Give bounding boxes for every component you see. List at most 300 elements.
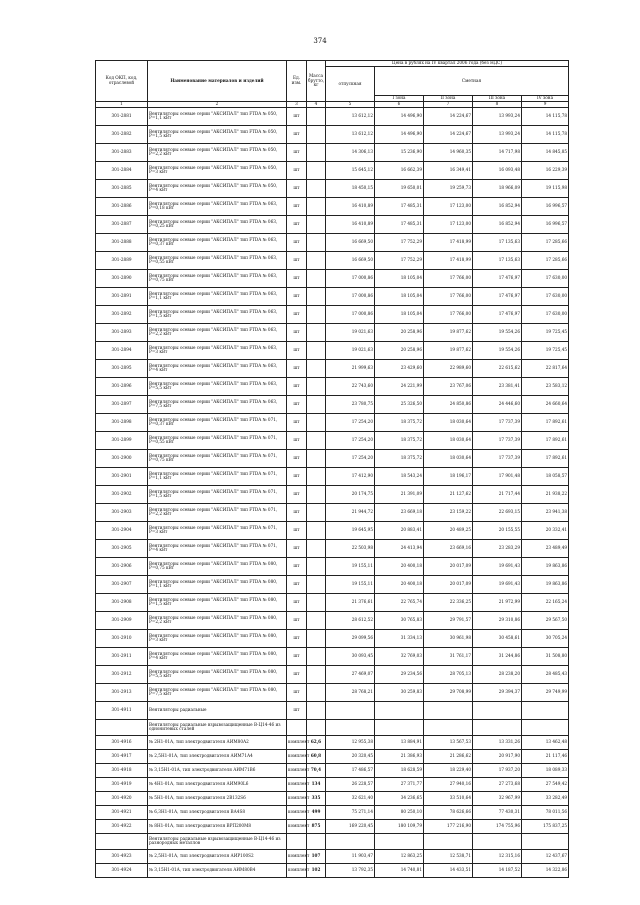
row-unit: шт <box>287 377 307 395</box>
colnum: 3 <box>287 102 307 108</box>
row-price-zone-4: 14 115,78 <box>522 107 569 125</box>
row-code: 301-2890 <box>96 269 148 287</box>
row-name: № 2,5Н1-01А, тип электродвигателя АИМ71А4 <box>148 749 287 763</box>
row-code: 301-2885 <box>96 179 148 197</box>
row-price-zone-2: 177 216,90 <box>424 819 473 833</box>
header-zone-1: I зона <box>375 96 424 102</box>
colnum: 5 <box>326 102 375 108</box>
row-unit: шт <box>287 251 307 269</box>
row-price-release: 21 944,72 <box>326 503 375 521</box>
row-unit: комплект <box>287 791 307 805</box>
row-name: Вентиляторы осевые серии "АКСИПАЛ" тип FTDA № 050, Р=2,2 кВт <box>148 143 287 161</box>
header-zone-4: IV зона <box>522 96 569 102</box>
row-price-zone-4: 17 892,61 <box>522 413 569 431</box>
row-price-zone-3: 19 554,26 <box>473 341 522 359</box>
row-mass <box>307 143 326 161</box>
row-price-zone-2: 12 538,71 <box>424 849 473 863</box>
table-row <box>96 431 569 449</box>
row-price-zone-4: 19 725,45 <box>522 323 569 341</box>
row-price-zone-4: 17 630,00 <box>522 305 569 323</box>
row-unit: шт <box>287 287 307 305</box>
row-price-zone-3: 19 691,43 <box>473 575 522 593</box>
row-price-release: 17 000,86 <box>326 287 375 305</box>
row-unit <box>287 719 307 735</box>
row-unit <box>287 833 307 849</box>
row-mass: 499 <box>307 805 326 819</box>
row-price-release: 21 999,63 <box>326 359 375 377</box>
header-mass: Масса брутто, кг <box>307 61 326 102</box>
row-price-zone-2: 21 286,62 <box>424 749 473 763</box>
row-price-release: 12 955,38 <box>326 735 375 749</box>
row-mass <box>307 233 326 251</box>
row-unit: комплект <box>287 763 307 777</box>
row-price-release: 16 410,89 <box>326 197 375 215</box>
row-price-zone-4: 21 938,22 <box>522 485 569 503</box>
row-name: № 2Н1-01А, тип электродвигателя АИМ80А2 <box>148 735 287 749</box>
row-price-zone-4: 22 165,24 <box>522 593 569 611</box>
row-price-zone-2 <box>424 701 473 719</box>
row-price-zone-4: 17 630,00 <box>522 287 569 305</box>
table-row <box>96 125 569 143</box>
row-code: 301-2899 <box>96 431 148 449</box>
row-price-zone-3: 23 283,29 <box>473 539 522 557</box>
row-unit: шт <box>287 197 307 215</box>
row-price-release: 17 000,86 <box>326 305 375 323</box>
row-code: 301-2891 <box>96 287 148 305</box>
table-row <box>96 735 569 749</box>
row-price-zone-2: 20 017,09 <box>424 575 473 593</box>
row-code: 301-2895 <box>96 359 148 377</box>
table-row <box>96 359 569 377</box>
row-price-zone-2 <box>424 833 473 849</box>
row-price-release: 15 645,12 <box>326 161 375 179</box>
row-price-zone-3: 18 966,09 <box>473 179 522 197</box>
row-name: Вентиляторы осевые серии "АКСИПАЛ" тип FTDA № 071, Р=0,55 кВт <box>148 431 287 449</box>
row-price-zone-1: 80 250,10 <box>375 805 424 819</box>
row-mass <box>307 215 326 233</box>
row-price-release: 13 612,12 <box>326 125 375 143</box>
row-code <box>96 833 148 849</box>
row-unit: комплект <box>287 849 307 863</box>
row-name: Вентиляторы осевые серии "АКСИПАЛ" тип FTDA № 050, Р=4 кВт <box>148 179 287 197</box>
row-mass <box>307 413 326 431</box>
row-code: 301-4917 <box>96 749 148 763</box>
row-name: Вентиляторы радиальные <box>148 701 287 719</box>
row-price-zone-2: 14 224,67 <box>424 107 473 125</box>
row-price-release: 22 503,98 <box>326 539 375 557</box>
row-price-release <box>326 701 375 719</box>
table-row <box>96 521 569 539</box>
row-price-zone-1: 20 883,41 <box>375 521 424 539</box>
row-price-zone-3: 13 993,24 <box>473 125 522 143</box>
row-price-zone-2: 17 123,00 <box>424 215 473 233</box>
row-price-zone-3: 77 430,31 <box>473 805 522 819</box>
table-row <box>96 575 569 593</box>
row-price-zone-4: 17 630,00 <box>522 269 569 287</box>
row-price-zone-3: 32 967,99 <box>473 791 522 805</box>
row-mass <box>307 251 326 269</box>
table-row <box>96 819 569 833</box>
row-code: 301-4918 <box>96 763 148 777</box>
row-price-zone-4: 21 117,46 <box>522 749 569 763</box>
row-name: № 3,15Н1-01А, тип электродвигателя АИМ71В6 <box>148 763 287 777</box>
row-price-zone-3: 14 187,52 <box>473 863 522 877</box>
row-name: Вентиляторы осевые серии "АКСИПАЛ" тип FTDA № 050, Р=1,5 кВт <box>148 125 287 143</box>
row-price-zone-1: 15 236,90 <box>375 143 424 161</box>
header-name: Наименование материалов и изделий <box>148 61 287 102</box>
table-row <box>96 777 569 791</box>
row-name: Вентиляторы осевые серии "АКСИПАЛ" тип FTDA № 063, Р=0,18 кВт <box>148 197 287 215</box>
row-name: Вентиляторы осевые серии "АКСИПАЛ" тип FTDA № 080, Р=7,5 кВт <box>148 683 287 701</box>
row-unit: комплект <box>287 805 307 819</box>
row-code: 301-2908 <box>96 593 148 611</box>
row-code: 301-2892 <box>96 305 148 323</box>
row-unit: шт <box>287 143 307 161</box>
row-price-zone-1: 13 884,91 <box>375 735 424 749</box>
row-unit: шт <box>287 125 307 143</box>
row-name: Вентиляторы осевые серии "АКСИПАЛ" тип FTDA № 071, Р=3 кВт <box>148 521 287 539</box>
row-unit: шт <box>287 611 307 629</box>
row-unit: шт <box>287 323 307 341</box>
row-code: 301-2901 <box>96 467 148 485</box>
row-code: 301-2883 <box>96 143 148 161</box>
row-price-zone-2: 14 433,51 <box>424 863 473 877</box>
row-price-zone-4: 19 863,86 <box>522 557 569 575</box>
row-mass <box>307 287 326 305</box>
row-name: Вентиляторы радиальные взрывозащищенные В-Ц14-46 из разнородных металлов <box>148 833 287 849</box>
row-price-zone-1: 31 334,13 <box>375 629 424 647</box>
row-price-zone-3: 12 315,16 <box>473 849 522 863</box>
row-mass <box>307 269 326 287</box>
row-price-zone-3: 19 691,43 <box>473 557 522 575</box>
row-price-zone-3: 21 972,99 <box>473 593 522 611</box>
row-unit: шт <box>287 107 307 125</box>
row-code: 301-2904 <box>96 521 148 539</box>
colnum: 2 <box>148 102 287 108</box>
row-mass: 875 <box>307 819 326 833</box>
row-price-zone-1: 17 752,29 <box>375 251 424 269</box>
row-price-zone-2: 33 510,64 <box>424 791 473 805</box>
row-mass: 335 <box>307 791 326 805</box>
row-name: Вентиляторы осевые серии "АКСИПАЛ" тип FTDA № 080, Р=1,1 кВт <box>148 575 287 593</box>
row-price-zone-1: 18 543,24 <box>375 467 424 485</box>
row-price-zone-1: 25 326,50 <box>375 395 424 413</box>
table-row <box>96 161 569 179</box>
row-name: Вентиляторы осевые серии "АКСИПАЛ" тип FTDA № 063, Р=0,55 кВт <box>148 251 287 269</box>
row-price-zone-4: 17 285,66 <box>522 233 569 251</box>
row-price-zone-3: 13 993,24 <box>473 107 522 125</box>
row-price-zone-1: 23 669,18 <box>375 503 424 521</box>
row-price-release: 19 645,95 <box>326 521 375 539</box>
table-row <box>96 749 569 763</box>
row-mass <box>307 161 326 179</box>
row-unit: комплект <box>287 777 307 791</box>
row-price-zone-4: 17 285,66 <box>522 251 569 269</box>
row-price-zone-1: 18 375,72 <box>375 431 424 449</box>
row-mass <box>307 377 326 395</box>
row-price-zone-4: 18 058,57 <box>522 467 569 485</box>
row-price-zone-4: 19 725,45 <box>522 341 569 359</box>
row-code: 301-2894 <box>96 341 148 359</box>
row-price-zone-1: 20 258,96 <box>375 341 424 359</box>
row-price-release: 19 021,63 <box>326 341 375 359</box>
table-row <box>96 341 569 359</box>
row-price-zone-3: 17 737,39 <box>473 449 522 467</box>
row-price-zone-3 <box>473 701 522 719</box>
row-mass <box>307 107 326 125</box>
row-price-zone-1: 24 413,94 <box>375 539 424 557</box>
row-unit: шт <box>287 539 307 557</box>
row-price-zone-2: 17 766,00 <box>424 269 473 287</box>
row-price-release: 16 669,50 <box>326 251 375 269</box>
row-price-zone-1: 18 105,04 <box>375 305 424 323</box>
row-price-zone-4: 12 437,67 <box>522 849 569 863</box>
row-price-release: 28 768,21 <box>326 683 375 701</box>
row-code: 301-2881 <box>96 107 148 125</box>
row-price-zone-1: 14 740,81 <box>375 863 424 877</box>
row-price-zone-4: 175 837,25 <box>522 819 569 833</box>
row-price-release: 17 254,20 <box>326 431 375 449</box>
row-name: Вентиляторы осевые серии "АКСИПАЛ" тип FTDA № 063, Р=5,5 кВт <box>148 377 287 395</box>
table-row <box>96 611 569 629</box>
row-price-release: 30 093,45 <box>326 647 375 665</box>
colnum: 8 <box>473 102 522 108</box>
row-price-zone-2: 18 030,64 <box>424 449 473 467</box>
row-price-zone-1: 32 769,03 <box>375 647 424 665</box>
row-price-zone-3: 14 717,98 <box>473 143 522 161</box>
row-price-zone-3: 16 852,94 <box>473 215 522 233</box>
row-price-release: 21 376,61 <box>326 593 375 611</box>
row-price-zone-4: 23 941,38 <box>522 503 569 521</box>
row-name: № 4Н1-01А, тип электродвигателя АИМ90L6 <box>148 777 287 791</box>
row-price-zone-4: 19 863,86 <box>522 575 569 593</box>
row-code: 301-2884 <box>96 161 148 179</box>
row-unit: шт <box>287 557 307 575</box>
row-price-zone-2: 21 127,62 <box>424 485 473 503</box>
row-price-zone-3: 17 476,97 <box>473 269 522 287</box>
row-price-zone-3: 24 446,60 <box>473 395 522 413</box>
row-unit: шт <box>287 269 307 287</box>
table-row <box>96 683 569 701</box>
row-price-zone-4: 14 115,78 <box>522 125 569 143</box>
row-price-zone-1: 17 485,31 <box>375 197 424 215</box>
row-unit: шт <box>287 575 307 593</box>
row-name: Вентиляторы осевые серии "АКСИПАЛ" тип FTDA № 050, Р=3 кВт <box>148 161 287 179</box>
row-mass <box>307 503 326 521</box>
row-price-release: 32 621,40 <box>326 791 375 805</box>
row-mass <box>307 683 326 701</box>
header-estimate: Сметная <box>375 66 569 95</box>
row-price-zone-1: 12 863,25 <box>375 849 424 863</box>
row-price-zone-3: 29 394,37 <box>473 683 522 701</box>
row-mass <box>307 575 326 593</box>
row-price-zone-4: 14 845,85 <box>522 143 569 161</box>
table-row <box>96 503 569 521</box>
table-row <box>96 269 569 287</box>
row-price-zone-1: 20 258,96 <box>375 323 424 341</box>
row-mass <box>307 521 326 539</box>
row-price-zone-1: 18 105,04 <box>375 269 424 287</box>
row-price-zone-2: 13 567,53 <box>424 735 473 749</box>
table-row <box>96 467 569 485</box>
row-code: 301-4920 <box>96 791 148 805</box>
row-unit: шт <box>287 665 307 683</box>
row-price-zone-1: 14 496,90 <box>375 125 424 143</box>
row-price-zone-2 <box>424 719 473 735</box>
row-price-zone-2: 17 123,00 <box>424 197 473 215</box>
row-code: 301-4923 <box>96 849 148 863</box>
row-price-release: 169 220,45 <box>326 819 375 833</box>
row-price-zone-3: 20 917,90 <box>473 749 522 763</box>
header-release: отпускная <box>326 66 375 101</box>
row-unit: шт <box>287 161 307 179</box>
header-zone-2: II зона <box>424 96 473 102</box>
row-price-release: 19 021,63 <box>326 323 375 341</box>
row-price-zone-2: 19 877,62 <box>424 341 473 359</box>
row-code: 301-2886 <box>96 197 148 215</box>
row-price-zone-1: 22 765,74 <box>375 593 424 611</box>
row-price-zone-2: 18 030,64 <box>424 413 473 431</box>
row-price-zone-4: 16 996,57 <box>522 215 569 233</box>
row-mass: 134 <box>307 777 326 791</box>
row-price-zone-3: 21 717,44 <box>473 485 522 503</box>
table-row <box>96 665 569 683</box>
row-name: Вентиляторы радиальные взрывозащищенные В-Ц14-46 из однонитевых сталей <box>148 719 287 735</box>
row-price-release: 29 099,56 <box>326 629 375 647</box>
row-unit: шт <box>287 413 307 431</box>
row-unit: шт <box>287 305 307 323</box>
row-mass <box>307 431 326 449</box>
row-price-release: 19 155,11 <box>326 557 375 575</box>
table-row <box>96 197 569 215</box>
row-price-zone-1: 17 752,29 <box>375 233 424 251</box>
row-price-zone-1: 23 429,60 <box>375 359 424 377</box>
row-name: Вентиляторы осевые серии "АКСИПАЛ" тип FTDA № 080, Р=1,5 кВт <box>148 593 287 611</box>
row-mass <box>307 467 326 485</box>
row-price-zone-2: 19 877,62 <box>424 323 473 341</box>
row-price-release <box>326 719 375 735</box>
row-code: 301-2897 <box>96 395 148 413</box>
row-price-release: 17 254,20 <box>326 413 375 431</box>
row-price-zone-2: 18 196,17 <box>424 467 473 485</box>
table-row <box>96 233 569 251</box>
row-price-release <box>326 833 375 849</box>
row-price-zone-2: 78 626,66 <box>424 805 473 819</box>
row-mass: 107 <box>307 849 326 863</box>
row-price-release: 22 743,60 <box>326 377 375 395</box>
row-name: Вентиляторы осевые серии "АКСИПАЛ" тип FTDA № 071, Р=1,5 кВт <box>148 485 287 503</box>
row-name: № 5Н1-01А, тип электродвигателя 2В132S6 <box>148 791 287 805</box>
row-price-zone-2: 29 708,99 <box>424 683 473 701</box>
row-price-zone-3: 20 155,55 <box>473 521 522 539</box>
row-unit: шт <box>287 359 307 377</box>
row-code: 301-2887 <box>96 215 148 233</box>
row-price-release: 11 903,47 <box>326 849 375 863</box>
row-price-release: 18 450,15 <box>326 179 375 197</box>
row-price-zone-3 <box>473 719 522 735</box>
row-price-release: 16 410,89 <box>326 215 375 233</box>
row-price-release: 17 254,20 <box>326 449 375 467</box>
row-unit: шт <box>287 683 307 701</box>
row-code: 301-4922 <box>96 819 148 833</box>
table-row <box>96 287 569 305</box>
row-name: Вентиляторы осевые серии "АКСИПАЛ" тип FTDA № 071, Р=1,1 кВт <box>148 467 287 485</box>
row-price-zone-4: 33 282,49 <box>522 791 569 805</box>
row-price-zone-2: 22 989,60 <box>424 359 473 377</box>
row-unit: шт <box>287 395 307 413</box>
row-unit: шт <box>287 503 307 521</box>
row-code: 301-2905 <box>96 539 148 557</box>
row-price-zone-4: 19 115,98 <box>522 179 569 197</box>
row-unit: комплект <box>287 735 307 749</box>
row-mass: 102 <box>307 863 326 877</box>
row-price-zone-4: 30 705,24 <box>522 629 569 647</box>
row-price-zone-2: 18 229,40 <box>424 763 473 777</box>
row-price-release: 13 612,12 <box>326 107 375 125</box>
header-zone-3: III зона <box>473 96 522 102</box>
row-price-release: 20 174,75 <box>326 485 375 503</box>
row-price-zone-2: 17 766,00 <box>424 305 473 323</box>
row-price-zone-2: 17 766,00 <box>424 287 473 305</box>
row-code: 301-2909 <box>96 611 148 629</box>
row-price-zone-2: 20 489,25 <box>424 521 473 539</box>
row-name: Вентиляторы осевые серии "АКСИПАЛ" тип FTDA № 071, Р=2,2 кВт <box>148 503 287 521</box>
row-price-zone-3: 174 755,96 <box>473 819 522 833</box>
row-price-zone-4: 28 485,43 <box>522 665 569 683</box>
row-price-zone-1: 16 662,39 <box>375 161 424 179</box>
table-row <box>96 763 569 777</box>
row-mass <box>307 485 326 503</box>
row-price-zone-4: 20 332,41 <box>522 521 569 539</box>
row-price-zone-4: 31 508,80 <box>522 647 569 665</box>
row-code: 301-2913 <box>96 683 148 701</box>
row-name: № 2,5Н1-01А, тип электродвигателя АИР100S2 <box>148 849 287 863</box>
row-price-zone-1: 18 628,59 <box>375 763 424 777</box>
row-price-zone-3: 17 901,48 <box>473 467 522 485</box>
row-price-zone-4: 29 567,50 <box>522 611 569 629</box>
row-price-zone-4 <box>522 833 569 849</box>
row-price-zone-4: 17 892,61 <box>522 449 569 467</box>
table-row <box>96 863 569 877</box>
row-code: 301-4921 <box>96 805 148 819</box>
table-row <box>96 395 569 413</box>
row-code: 301-2910 <box>96 629 148 647</box>
row-mass <box>307 197 326 215</box>
row-price-zone-2: 17 418,99 <box>424 251 473 269</box>
row-unit: шт <box>287 485 307 503</box>
table-row <box>96 413 569 431</box>
row-unit: комплект <box>287 863 307 877</box>
row-price-zone-3: 17 476,97 <box>473 305 522 323</box>
row-price-zone-4 <box>522 719 569 735</box>
row-code: 301-2896 <box>96 377 148 395</box>
row-price-zone-1: 14 496,90 <box>375 107 424 125</box>
row-code: 301-2912 <box>96 665 148 683</box>
row-price-zone-4: 23 489,49 <box>522 539 569 557</box>
row-mass <box>307 557 326 575</box>
row-price-release: 17 412,90 <box>326 467 375 485</box>
row-price-zone-4: 29 749,99 <box>522 683 569 701</box>
table-row <box>96 557 569 575</box>
row-name: Вентиляторы осевые серии "АКСИПАЛ" тип FTDA № 063, Р=0,25 кВт <box>148 215 287 233</box>
row-unit: шт <box>287 431 307 449</box>
table-row <box>96 701 569 719</box>
row-name: № 6,3Н1-01А, тип электродвигателя ВА4S8 <box>148 805 287 819</box>
row-code <box>96 719 148 735</box>
row-price-zone-4: 22 817,64 <box>522 359 569 377</box>
header-code: Код ОКП, код, отраслевой <box>96 61 148 102</box>
row-unit: комплект <box>287 819 307 833</box>
